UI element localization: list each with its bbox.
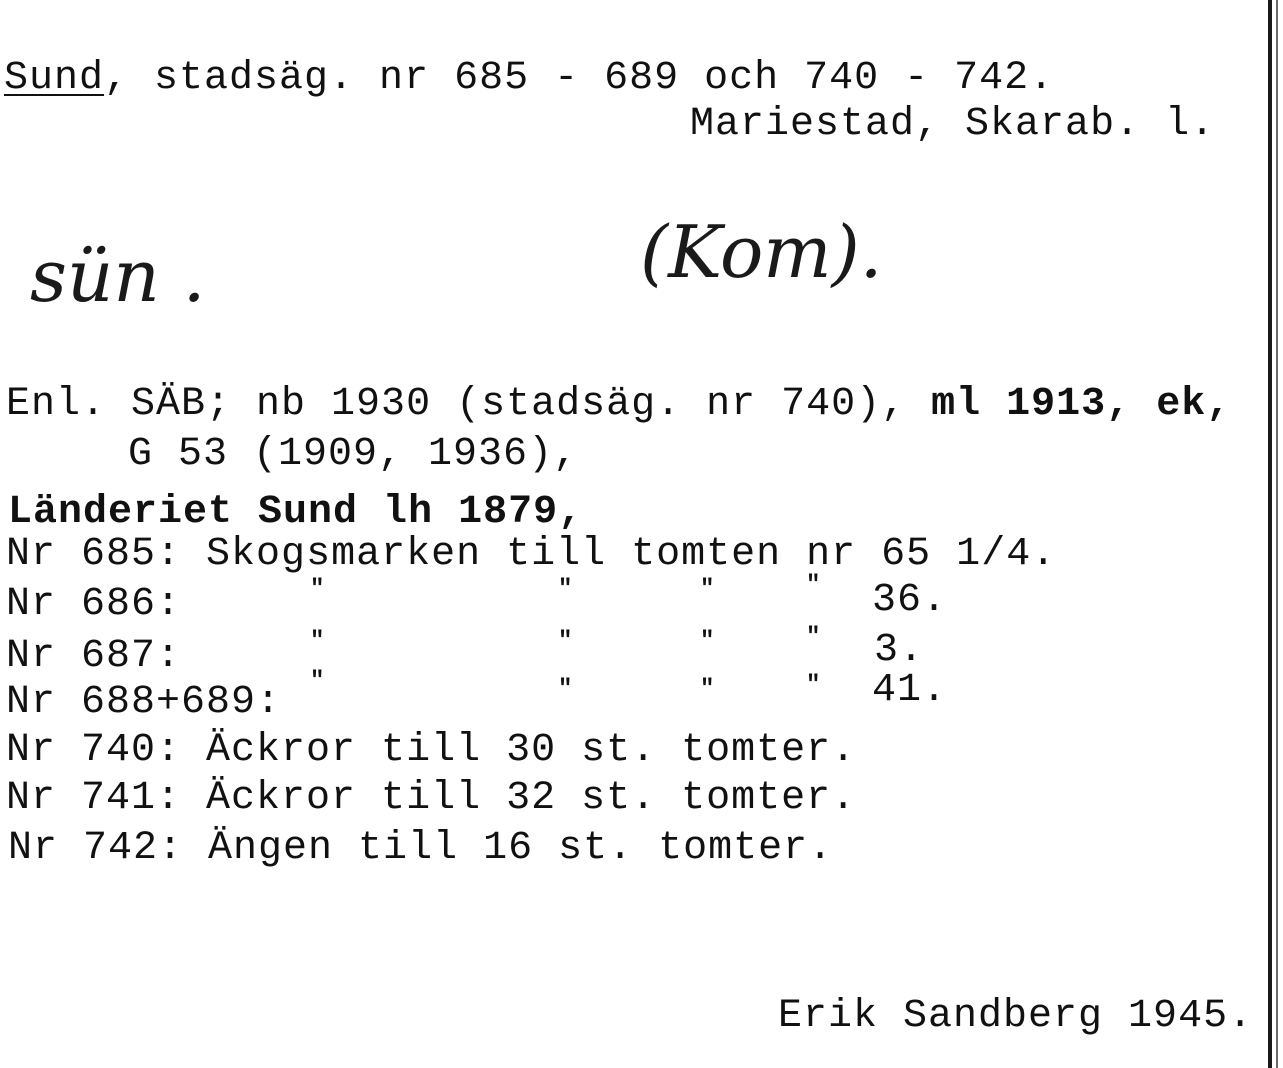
sources-line-1 xyxy=(6,382,1231,428)
ditto-mark: " xyxy=(558,628,573,655)
ditto-mark: " xyxy=(700,676,715,703)
entry-value: 65 1/4. xyxy=(881,532,1057,577)
entry-687-nr: Nr 687: xyxy=(6,634,182,679)
sources-bold: ml 1913, ek, xyxy=(931,382,1232,427)
entry-688-689-value: 41. xyxy=(872,668,948,713)
ditto-mark: " xyxy=(700,576,715,603)
signature: Erik Sandberg 1945. xyxy=(778,994,1254,1039)
sources-line-2: G 53 (1909, 1936), xyxy=(128,432,579,477)
ditto-mark: " xyxy=(558,676,573,703)
entry-686-nr: Nr 686: xyxy=(6,582,182,627)
ditto-mark: " xyxy=(700,628,715,655)
ditto-mark: " xyxy=(558,576,573,603)
ditto-mark: " xyxy=(310,628,325,655)
entry-686-value: 36. xyxy=(872,578,948,623)
ditto-mark: " xyxy=(806,672,821,699)
entry-685 xyxy=(6,532,1056,578)
sources-plain: Enl. SÄB; nb 1930 (stadsäg. nr 740), xyxy=(6,382,907,427)
akror-line-741: Nr 741: Äckror till 32 st. tomter. xyxy=(6,776,857,821)
card-edge-line-shadow xyxy=(1276,0,1278,1068)
handwritten-pronunciation: sün . xyxy=(30,234,206,318)
card-edge-line xyxy=(1268,0,1272,1068)
place-name: Sund xyxy=(4,56,105,101)
header-rest: , stadsäg. nr 685 - 689 och 740 - 742. xyxy=(104,56,1055,101)
akror-line-742: Nr 742: Ängen till 16 st. tomter. xyxy=(8,826,834,871)
lanteri-heading: Länderiet Sund lh 1879, xyxy=(8,490,584,535)
ditto-mark: " xyxy=(310,576,325,603)
entry-text: Skogsmarken till tomten nr xyxy=(206,532,857,577)
ditto-mark: " xyxy=(806,572,821,599)
location: Mariestad, Skarab. l. xyxy=(690,102,1216,147)
header-line xyxy=(4,56,1054,102)
entry-688-689-nr: Nr 688+689: xyxy=(6,680,282,725)
akror-line-740: Nr 740: Äckror till 30 st. tomter. xyxy=(6,728,857,773)
entry-nr: Nr 685: xyxy=(6,532,182,577)
entry-687-value: 3. xyxy=(874,628,925,673)
ditto-mark: " xyxy=(806,624,821,651)
handwritten-note: (Kom). xyxy=(640,210,883,294)
ditto-mark: " xyxy=(310,668,325,695)
